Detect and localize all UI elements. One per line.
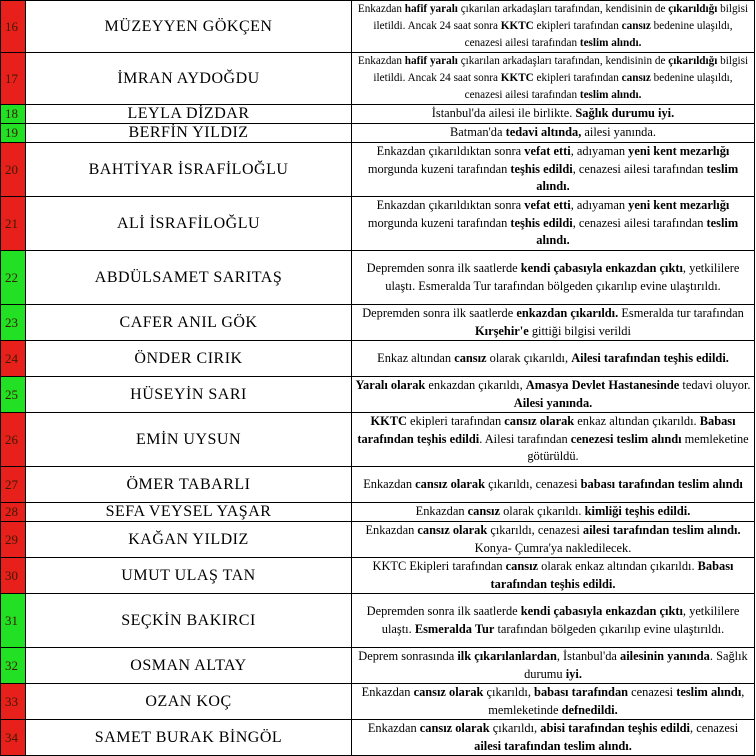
description-bold: enkazdan çıkarıldı. <box>516 306 619 321</box>
description-text: olarak enkaz altından çıkarıldı. <box>538 559 698 574</box>
status-description <box>352 197 755 251</box>
row-number: 29 <box>1 522 26 558</box>
description-bold: Kırşehir'e <box>475 323 529 338</box>
row-number: 16 <box>1 1 26 53</box>
person-name: KAĞAN YILDIZ <box>26 522 352 558</box>
description-text: morgunda kuzeni tarafından <box>367 215 511 230</box>
person-name: EMİN UYSUN <box>26 413 352 467</box>
description-bold: teşhis edildi <box>510 161 573 176</box>
person-name: ÖMER TABARLI <box>26 467 352 503</box>
description-text: gittiği bilgisi verildi <box>528 323 631 338</box>
description-text: . Sağlık durumu <box>524 649 748 681</box>
description-text: olarak çıkarıldı, <box>486 350 572 365</box>
description-text: Enkazdan çıkarıldıktan sonra <box>376 144 525 159</box>
description-bold: ailesi tarafından teslim alındı. <box>474 738 632 753</box>
table-row <box>1 503 755 522</box>
status-description <box>352 594 755 648</box>
person-name: LEYLA DİZDAR <box>26 105 352 124</box>
description-bold: KKTC <box>500 72 534 84</box>
status-description <box>352 720 755 756</box>
row-number: 26 <box>1 413 26 467</box>
table-row <box>1 341 755 377</box>
status-description <box>352 305 755 341</box>
description-text: Enkaz altından <box>377 350 455 365</box>
person-name: HÜSEYİN SARI <box>26 377 352 413</box>
person-name: CAFER ANIL GÖK <box>26 305 352 341</box>
description-bold: yeni kent mezarlığı <box>628 144 730 159</box>
description-bold: KKTC <box>500 20 534 32</box>
status-description <box>352 648 755 684</box>
table-row <box>1 558 755 594</box>
row-number: 20 <box>1 143 26 197</box>
status-description <box>352 105 755 124</box>
row-number: 19 <box>1 124 26 143</box>
person-name: OSMAN ALTAY <box>26 648 352 684</box>
description-text: Konya- Çumra'ya nakledilecek. <box>474 540 632 555</box>
description-bold: abisi tarafından teşhis edildi <box>540 721 691 736</box>
person-name: MÜZEYYEN GÖKÇEN <box>26 1 352 53</box>
row-number: 32 <box>1 648 26 684</box>
description-bold: teslim alındı. <box>579 37 642 49</box>
person-name: BAHTİYAR İSRAFİLOĞLU <box>26 143 352 197</box>
description-text: çıkarıldı, <box>489 721 541 736</box>
description-text: . Ailesi tarafından <box>479 431 571 446</box>
row-number: 22 <box>1 251 26 305</box>
table-row <box>1 105 755 124</box>
description-bold: teşhis edildi <box>510 215 573 230</box>
description-bold: tedavi altında, <box>505 125 582 140</box>
row-number: 34 <box>1 720 26 756</box>
person-name: ÖNDER CIRIK <box>26 341 352 377</box>
table-row <box>1 594 755 648</box>
description-bold: KKTC <box>370 414 407 429</box>
description-bold: defnedildi. <box>561 702 618 717</box>
description-text: olarak çıkarıldı. <box>499 504 585 519</box>
status-description <box>352 53 755 105</box>
description-text: Esmeralda tur tarafından <box>618 306 744 321</box>
status-description <box>352 413 755 467</box>
description-bold: teslim alındı <box>676 685 742 700</box>
description-bold: cansız olarak <box>504 414 575 429</box>
description-bold: cansız <box>467 504 500 519</box>
description-bold: cansız <box>454 350 487 365</box>
description-bold: Babası tarafından teşhis edildi. <box>490 559 734 591</box>
description-text: , yetkililere ulaştı. Esmeralda Tur tarafından bölgeden çıkarılıp evine ulaştırıldı. <box>385 261 740 293</box>
description-bold: kendi çabasıyla enkazdan çıktı <box>520 604 683 619</box>
person-name: ABDÜLSAMET SARITAŞ <box>26 251 352 305</box>
description-bold: teslim alındı. <box>536 161 739 194</box>
row-number: 23 <box>1 305 26 341</box>
description-text: ekipleri tarafından <box>533 20 622 32</box>
description-text: Deprem sonrasında <box>358 649 458 664</box>
status-description <box>352 341 755 377</box>
person-name: SAMET BURAK BİNGÖL <box>26 720 352 756</box>
description-text: KKTC Ekipleri tarafından <box>372 559 506 574</box>
description-bold: ailesinin yanında <box>620 649 710 664</box>
description-text: Enkazdan <box>415 504 468 519</box>
description-text: memleketine götürüldü. <box>527 431 749 464</box>
person-name: BERFİN YILDIZ <box>26 124 352 143</box>
status-description <box>352 558 755 594</box>
description-bold: cansız <box>505 559 539 574</box>
description-bold: ailesi tarafından teslim alındı. <box>582 523 741 538</box>
table-row <box>1 53 755 105</box>
description-text: Enkazdan <box>367 721 420 736</box>
description-bold: babası tarafından teslim alındı <box>580 476 743 491</box>
status-description <box>352 1 755 53</box>
description-text: , cenazesi ailesi tarafından <box>572 215 707 230</box>
description-bold: yeni kent mezarlığı <box>628 198 730 213</box>
person-name: SEFA VEYSEL YAŞAR <box>26 503 352 522</box>
description-text: tedavi oluyor. <box>679 378 751 393</box>
description-bold: vefat etti <box>524 198 571 213</box>
description-bold: vefat etti <box>524 144 571 159</box>
description-text: ekipleri tarafından <box>406 414 505 429</box>
description-text: Enkazdan <box>363 476 416 491</box>
description-text: Batman'da <box>450 125 506 140</box>
row-number: 30 <box>1 558 26 594</box>
description-bold: cenezesi teslim alındı <box>570 431 682 446</box>
table-row <box>1 305 755 341</box>
person-name: ALİ İSRAFİLOĞLU <box>26 197 352 251</box>
table-row <box>1 413 755 467</box>
description-text: enkazdan çıkarıldı, <box>425 378 526 393</box>
description-bold: iyi. <box>565 666 582 681</box>
description-text: Enkazdan <box>357 55 405 67</box>
description-text: İstanbul'da ailesi ile birlikte. <box>431 106 576 121</box>
table-row <box>1 251 755 305</box>
description-bold: cansız <box>621 72 651 84</box>
row-number: 28 <box>1 503 26 522</box>
description-text: Depremden sonra ilk saatlerde <box>366 261 521 276</box>
description-bold: teslim alındı. <box>579 89 642 101</box>
table-row <box>1 197 755 251</box>
description-text: Depremden sonra ilk saatlerde <box>362 306 517 321</box>
status-description <box>352 251 755 305</box>
status-description <box>352 522 755 558</box>
row-number: 24 <box>1 341 26 377</box>
table-row <box>1 377 755 413</box>
description-bold: cansız olarak <box>415 476 486 491</box>
row-number: 25 <box>1 377 26 413</box>
description-text: ekipleri tarafından <box>533 72 622 84</box>
description-bold: hafif yaralı <box>404 3 458 15</box>
table-row <box>1 684 755 720</box>
description-text: Enkazdan <box>357 3 405 15</box>
person-name: SEÇKİN BAKIRCI <box>26 594 352 648</box>
table-row <box>1 1 755 53</box>
description-text: ailesi yanında. <box>581 125 656 140</box>
description-text: çıkarıldı, cenazesi <box>487 523 583 538</box>
description-text: bedenine ulaşıldı, cenazesi ailesi tarafından <box>464 20 733 49</box>
description-bold: kendi çabasıyla enkazdan çıktı <box>520 261 683 276</box>
row-number: 27 <box>1 467 26 503</box>
status-description <box>352 124 755 143</box>
status-description <box>352 143 755 197</box>
description-bold: Babası tarafından teşhis edildi <box>357 414 736 446</box>
table-row <box>1 648 755 684</box>
victims-table-body <box>1 1 755 756</box>
table-row <box>1 720 755 756</box>
description-bold: Ailesi yanında. <box>513 395 593 410</box>
description-text: morgunda kuzeni tarafından <box>367 161 511 176</box>
status-description <box>352 377 755 413</box>
description-text: bedenine ulaşıldı, cenazesi ailesi tarafından <box>464 72 733 101</box>
description-text: Depremden sonra ilk saatlerde <box>366 604 521 619</box>
row-number: 18 <box>1 105 26 124</box>
person-name: OZAN KOÇ <box>26 684 352 720</box>
description-text: Enkazdan <box>365 523 418 538</box>
row-number: 21 <box>1 197 26 251</box>
description-text: çıkarıldı, <box>483 685 535 700</box>
description-text: çıkarılan arkadaşları tarafından, kendisinin de <box>457 3 669 15</box>
description-bold: cansız olarak <box>413 685 484 700</box>
description-text: enkaz altından çıkarıldı. <box>574 414 700 429</box>
description-text: Enkazdan çıkarıldıktan sonra <box>376 198 525 213</box>
description-bold: Esmeralda Tur <box>414 621 495 636</box>
description-text: , memleketinde <box>488 685 745 717</box>
description-text: , yetkililere ulaştı. <box>381 604 740 636</box>
table-row <box>1 522 755 558</box>
description-text: , adıyaman <box>570 198 629 213</box>
description-text: , İstanbul'da <box>556 649 620 664</box>
person-name: UMUT ULAŞ TAN <box>26 558 352 594</box>
description-bold: hafif yaralı <box>404 55 458 67</box>
description-text: çıkarılan arkadaşları tarafından, kendisinin de <box>457 55 669 67</box>
description-text: , cenazesi <box>690 721 739 736</box>
description-bold: kimliği teşhis edildi. <box>584 504 691 519</box>
description-text: , adıyaman <box>570 144 629 159</box>
description-bold: cansız olarak <box>417 523 488 538</box>
description-text: bilgisi iletildi. Ancak 24 saat sonra <box>373 3 749 32</box>
description-bold: teslim alındı. <box>536 215 739 248</box>
description-bold: çıkarıldığı <box>668 3 718 15</box>
description-bold: cansız <box>621 20 651 32</box>
status-description <box>352 467 755 503</box>
description-text: çıkarıldı, cenazesi <box>485 476 581 491</box>
description-text: tarafından bölgeden çıkarılıp evine ulaştırıldı. <box>494 621 725 636</box>
description-text: , cenazesi ailesi tarafından <box>572 161 707 176</box>
table-row <box>1 467 755 503</box>
table-row <box>1 143 755 197</box>
description-bold: Ailesi tarafından teşhis edildi. <box>571 350 729 365</box>
status-description <box>352 503 755 522</box>
description-text: bilgisi iletildi. Ancak 24 saat sonra <box>373 55 749 84</box>
description-bold: cansız olarak <box>419 721 490 736</box>
row-number: 33 <box>1 684 26 720</box>
description-bold: ilk çıkarılanlardan <box>457 649 557 664</box>
description-text: Enkazdan <box>361 685 414 700</box>
row-number: 17 <box>1 53 26 105</box>
description-bold: babası tarafından <box>534 685 629 700</box>
row-number: 31 <box>1 594 26 648</box>
description-bold: Yaralı olarak <box>355 378 426 393</box>
status-description <box>352 684 755 720</box>
table-row <box>1 124 755 143</box>
description-bold: Amasya Devlet Hastanesinde <box>525 378 680 393</box>
person-name: İMRAN AYDOĞDU <box>26 53 352 105</box>
description-bold: Sağlık durumu iyi. <box>575 106 675 121</box>
description-text: cenazesi <box>628 685 677 700</box>
description-bold: çıkarıldığı <box>668 55 718 67</box>
